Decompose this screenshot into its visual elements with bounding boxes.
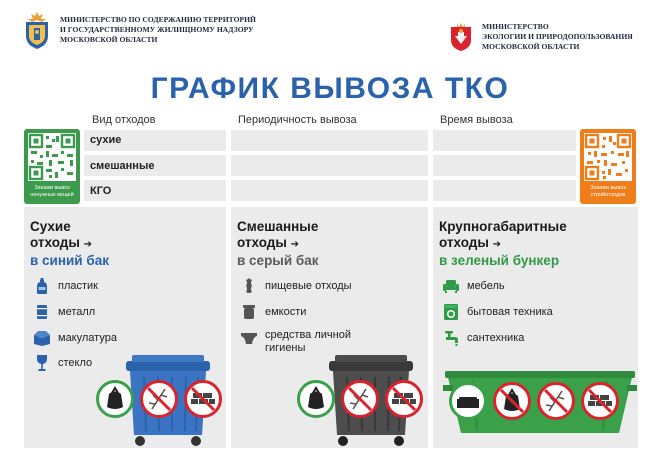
forbidden-branches-badge [140, 380, 178, 418]
dry-title-line2: отходы [30, 235, 80, 250]
container-jar-icon [241, 303, 257, 321]
row-mixed-time-cell [433, 155, 576, 176]
list-item: металл [34, 303, 95, 321]
ministry-housing-header [22, 10, 256, 50]
allowed-bag-badge [96, 380, 134, 418]
moscow-region-coat-of-arms-icon [448, 22, 474, 52]
column-header-waste-type: Вид отходов [92, 114, 156, 126]
row-mixed-label: смешанные [90, 160, 155, 172]
row-mixed-frequency-cell [231, 155, 428, 176]
arrow-icon: ➔ [83, 239, 93, 250]
org-left-line-2: И ГОСУДАРСТВЕННОМУ ЖИЛИЩНОМУ НАДЗОРУ [60, 25, 254, 34]
bulky-bin-text: в зеленый бункер [439, 253, 560, 268]
dry-bin-text: в синий бак [30, 253, 109, 268]
bulky-waste-title [439, 219, 567, 269]
bulky-title-line2: отходы [439, 235, 489, 250]
forbidden-bricks-badge [385, 380, 423, 418]
plastic-bottle-icon [34, 277, 50, 295]
list-item: стекло [34, 354, 92, 372]
list-item: емкости [241, 303, 306, 321]
ministry-ecology-header [448, 22, 633, 52]
forbidden-branches-badge [537, 382, 575, 420]
list-item: бытовая техника [443, 303, 553, 321]
armchair-icon [443, 277, 459, 295]
dry-waste-title [30, 219, 109, 269]
faucet-icon [443, 329, 459, 347]
org-right-line-3: МОСКОВСКОЙ ОБЛАСТИ [482, 42, 580, 51]
org-left-line-3: МОСКОВСКОЙ ОБЛАСТИ [60, 35, 158, 44]
diaper-icon [241, 329, 257, 347]
qr-pattern-right [584, 133, 632, 181]
metal-can-icon [34, 303, 50, 321]
qr-left-caption: Закажи вывоз ненужных вещей [30, 185, 74, 198]
page-title: ГРАФИК ВЫВОЗА ТКО [150, 72, 510, 105]
mixed-waste-panel [231, 207, 428, 448]
forbidden-bricks-badge [581, 382, 619, 420]
row-bulky-time-cell [433, 180, 576, 201]
wine-glass-icon [34, 354, 50, 372]
list-item: мебель [443, 277, 505, 295]
dry-title-line1: Сухие [30, 219, 71, 234]
list-item: макулатура [34, 329, 117, 347]
list-item: пищевые отходы [241, 277, 352, 295]
bulky-waste-panel [433, 207, 638, 448]
column-header-frequency: Периодичность вывоза [238, 114, 357, 126]
row-bulky-frequency-cell [231, 180, 428, 201]
row-dry-frequency-cell [231, 130, 428, 151]
bulky-title-line1: Крупногабаритные [439, 219, 567, 234]
mixed-title-line1: Смешанные [237, 219, 319, 234]
qr-code-construction-waste[interactable] [580, 129, 636, 204]
row-dry-time-cell [433, 130, 576, 151]
list-item: средства личной гигиены [241, 329, 375, 355]
cardboard-box-icon [34, 329, 50, 347]
arrow-icon: ➔ [290, 239, 300, 250]
ministry-crest-icon [22, 10, 52, 50]
forbidden-bricks-badge [184, 380, 222, 418]
mixed-bin-text: в серый бак [237, 253, 319, 268]
qr-right-caption: Закажи вывоз стройотходов [590, 185, 626, 198]
list-item: пластик [34, 277, 98, 295]
row-bulky-label: КГО [90, 185, 112, 197]
allowed-bag-badge [297, 380, 335, 418]
washing-machine-icon [443, 303, 459, 321]
mixed-title-line2: отходы [237, 235, 287, 250]
mixed-waste-title [237, 219, 319, 269]
column-header-time: Время вывоза [440, 114, 513, 126]
row-dry-label: сухие [90, 134, 122, 146]
list-item: сантехника [443, 329, 524, 347]
qr-code-unneeded-items[interactable] [24, 129, 80, 204]
qr-pattern-left [28, 133, 76, 181]
apple-core-icon [241, 277, 257, 295]
arrow-icon: ➔ [492, 239, 502, 250]
org-left-line-1: МИНИСТЕРСТВО ПО СОДЕРЖАНИЮ ТЕРРИТОРИЙ [60, 15, 256, 24]
dry-waste-panel [24, 207, 226, 448]
forbidden-branches-badge [341, 380, 379, 418]
allowed-furniture-badge [449, 382, 487, 420]
org-right-line-2: ЭКОЛОГИИ И ПРИРОДОПОЛЬЗОВАНИЯ [482, 32, 633, 41]
org-right-line-1: МИНИСТЕРСТВО [482, 22, 549, 31]
forbidden-bag-badge [493, 382, 531, 420]
